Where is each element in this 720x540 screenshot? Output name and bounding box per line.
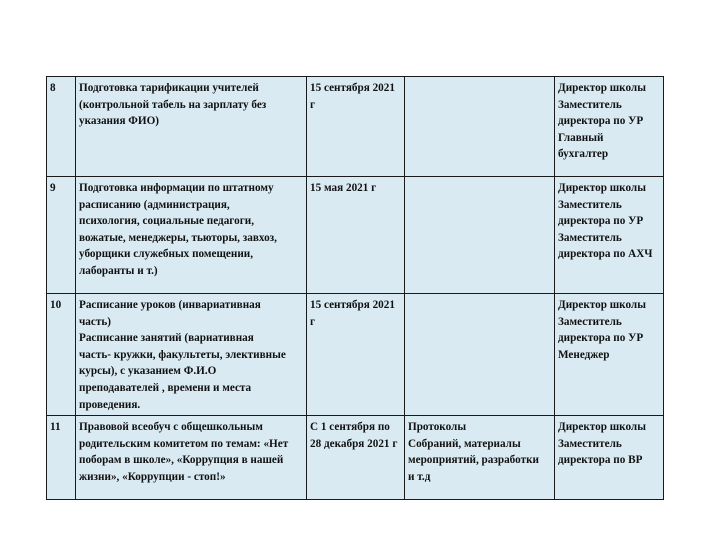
deadline-cell: 15 сентября 2021 г (307, 294, 405, 416)
table-row (47, 294, 664, 416)
row-number: 9 (47, 177, 76, 294)
plan-table (46, 76, 664, 500)
task-cell: Расписание уроков (инвариативная часть) Расписание занятий (вариативная часть- кружки, факультеты, элективные курсы), с указанием Ф.И.О преподавателей , времени и места проведения. (76, 294, 307, 416)
result-cell (405, 294, 555, 416)
responsible-cell: Директор школы Заместитель директора по УР Менеджер (555, 294, 664, 416)
result-cell: Протоколы Собраний, материалы мероприятий, разработки и т.д (405, 416, 555, 500)
task-cell: Подготовка тарификации учителей (контрольной табель на зарплату без указания ФИО) (76, 77, 307, 177)
row-number: 11 (47, 416, 76, 500)
deadline-cell: С 1 сентября по 28 декабря 2021 г (307, 416, 405, 500)
task-cell: Подготовка информации по штатному расписанию (администрация, психология, социальные педагоги, вожатые, менеджеры, тьюторы, завхоз, уборщики служебных помещении, лаборанты и т.) (76, 177, 307, 294)
responsible-cell: Директор школы Заместитель директора по УР Заместитель директора по АХЧ (555, 177, 664, 294)
table-row (47, 416, 664, 500)
responsible-cell: Директор школы Заместитель директора по ВР (555, 416, 664, 500)
table-row (47, 177, 664, 294)
row-number: 8 (47, 77, 76, 177)
task-cell: Правовой всеобуч с общешкольным родительским комитетом по темам: «Нет поборам в школе», «Коррупция в нашей жизни», «Коррупции - стоп!» (76, 416, 307, 500)
deadline-cell: 15 сентября 2021 г (307, 77, 405, 177)
table-row (47, 77, 664, 177)
responsible-cell: Директор школы Заместитель директора по УР Главный бухгалтер (555, 77, 664, 177)
deadline-cell: 15 мая 2021 г (307, 177, 405, 294)
result-cell (405, 177, 555, 294)
row-number: 10 (47, 294, 76, 416)
result-cell (405, 77, 555, 177)
